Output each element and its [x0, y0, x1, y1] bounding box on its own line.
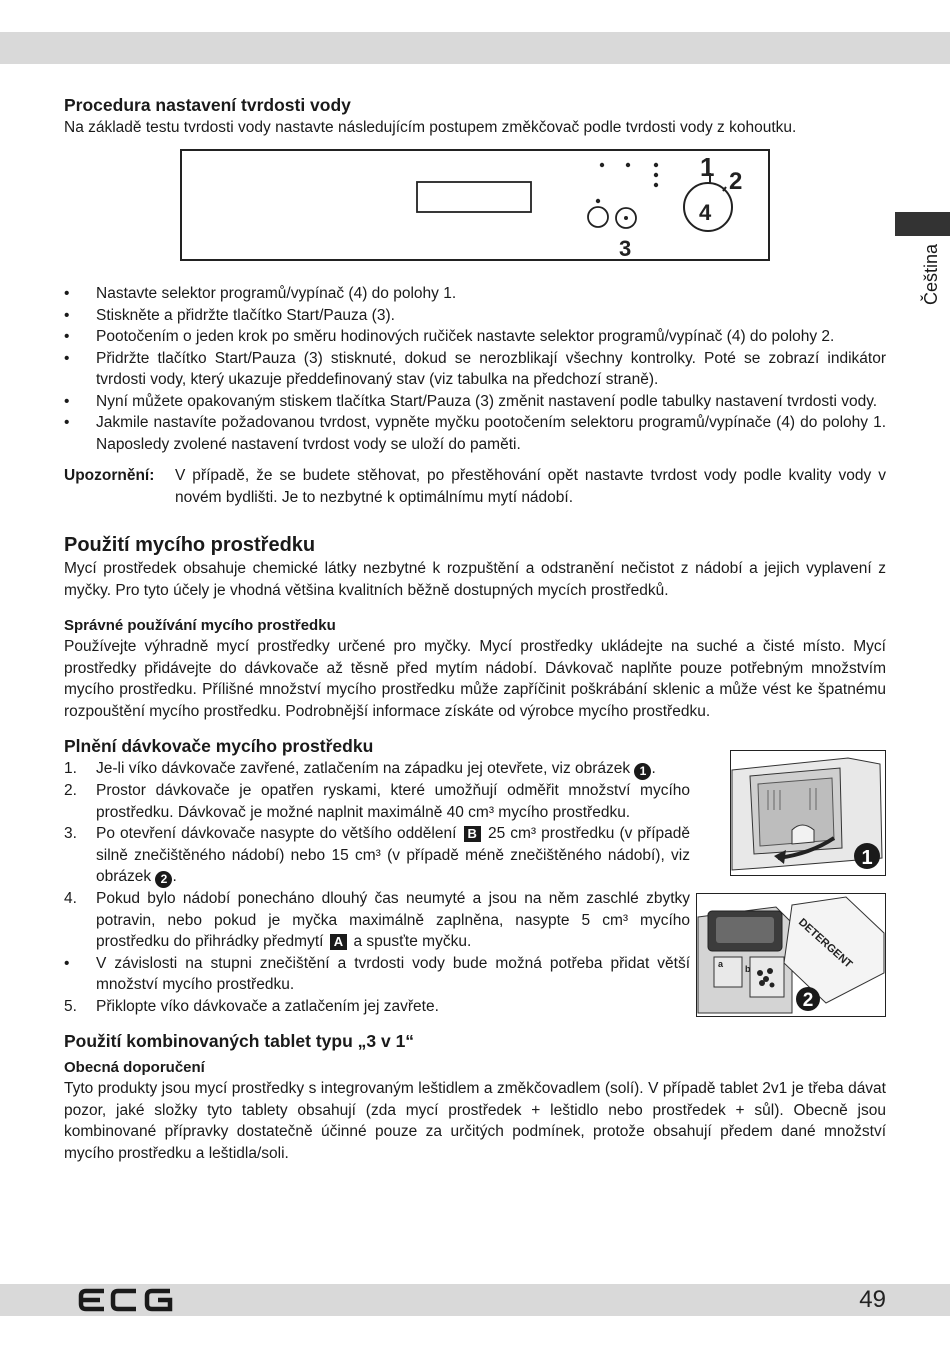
panel-led [654, 172, 658, 176]
detergent-intro: Mycí prostředek obsahuje chemické látky nezbytné k rozpuštění a odstranění nečistot z nádobí a jejich vyplavení z myčky. Pro tyto účely je vhodná většina kvalitních běžně dostupných mycích prostředků. [64, 560, 886, 599]
panel-label-3: 3 [619, 235, 632, 261]
section-title-3in1-tablets: Použití kombinovaných tablet typu „3 v 1“ [64, 1031, 415, 1051]
panel-frame [181, 150, 769, 260]
panel-led [626, 162, 630, 166]
step-number: 5. [64, 997, 77, 1015]
subsection-title-proper-use: Správné používání mycího prostředku [64, 617, 336, 634]
tablets-text: Tyto produkty jsou mycí prostředky s integrovaným leštidlem a změkčovadlem (solí). V případě tablet 2v1 je třeba dávat pozor, jaké složky tyto tablety obsahují (zda mycí prostředek + leštidlo nebo prostředek + sůl). Obecně jsou kombinované přípravky dostatečně účinné pouze za určitých podmínek, protože obsahují předem dané množství mycího prostředku a leštidla/soli. [64, 1080, 886, 1162]
control-panel-diagram [180, 149, 770, 261]
proper-use-text: Používejte výhradně mycí prostředky určené pro myčky. Mycí prostředky ukládejte na suché a čisté místo. Mycí prostředky přidávejte do dávkovače až těsně před mytím nádobí. Dávkovač naplňte pouze potřebným množstvím mycího prostředku. Přílišné množství mycího prostředku může zapříčinit poškrábání sklenic a může vést ke špatnému rozpouštění mycího prostředku. Podrobnější informace získáte od výrobce mycího prostředku. [64, 638, 886, 720]
ecg-logo [78, 1288, 174, 1312]
figure-1-label: 1 [861, 847, 873, 869]
panel-button [588, 207, 608, 227]
page-content [64, 93, 886, 1164]
water-hardness-steps [64, 283, 886, 455]
panel-led [654, 162, 658, 166]
detergent-pack-text: DETERGENT [795, 916, 855, 971]
step-number: 4. [64, 890, 77, 907]
note-text: V případě, že se budete stěhovat, po přestěhování opět nastavte tvrdost vody podle kvality vody v novém bydlišti. Je to nezbytné k optimálnímu mytí nádobí. [175, 467, 886, 506]
panel-label-1: 1 [700, 151, 715, 182]
svg-text:a: a [718, 959, 724, 969]
svg-text:b: b [745, 964, 751, 974]
step-text: Přiklopte víko dávkovače a zatlačením jej zavřete. [96, 997, 439, 1015]
panel-led [600, 162, 604, 166]
list-item [64, 996, 690, 1018]
step-number: 1. [64, 760, 77, 777]
warning-note [64, 465, 886, 508]
list-item: • Přidržte tlačítko Start/Pauza (3) stisknuté, dokud se nerozblikají všechny kontrolky. Poté se zobrazí indikátor tvrdosti vody, který ukazuje předdefinovaný stav (viz tabulka na předchozí straně). [64, 348, 886, 391]
step-text: Pokud bylo nádobí ponecháno dlouhý čas neumyté a jsou na něm zaschlé zbytky potravin, nebo pokud je myčka maximálně zaplněna, nasypte 5 cm³ mycího prostředku do přihrádky předmytí [96, 890, 690, 950]
dispenser-steps [64, 758, 690, 1017]
list-item: • Pootočením o jeden krok po směru hodinových ručiček nastavte selektor programů/vypínač (4) do polohy 2. [64, 326, 886, 348]
list-item: • Jakmile nastavíte požadovanou tvrdost, vypněte myčku pootočením selektoru programů/vypínače (4) do polohy 1. Naposledy zvolené nastavení tvrdost vody se uloží do paměti. [64, 412, 886, 455]
list-item: 3. Po otevření dávkovače nasypte do většího oddělení B 25 cm³ prostředku (v případě silně znečištěného nádobí) nebo 15 cm³ (v případě méně znečištěného nádobí), viz obrázek 2 . [64, 825, 690, 886]
list-item [64, 953, 690, 996]
section-title-dispenser-filling: Plnění dávkovače mycího prostředku [64, 736, 374, 756]
figure-ref-badge: 1 [634, 763, 651, 780]
language-tab-label [890, 244, 950, 314]
step-text: Prostor dávkovače je opatřen ryskami, které umožňují odměřit množství mycího prostředku. Dávkovač je možné naplnit maximálně 40 cm³ mycího prostředku. [96, 782, 690, 821]
language-tab-marker [895, 212, 950, 236]
panel-label-2: 2 [729, 167, 743, 195]
figure-ref-badge: 2 [155, 871, 172, 888]
list-item: • Nastavte selektor programů/vypínač (4) do polohy 1. [64, 283, 886, 305]
list-item [64, 780, 690, 823]
water-hardness-intro: Na základě testu tvrdosti vody nastavte následujícím postupem změkčovač podle tvrdosti vody z kohoutku. [64, 119, 797, 136]
step-bullet: • [64, 954, 70, 972]
step-text: Je-li víko dávkovače zavřené, zatlačením na západku jej otevřete, viz obrázek [96, 760, 631, 777]
panel-led [654, 182, 658, 186]
panel-display [417, 182, 531, 212]
figure-1-open-dispenser [730, 750, 886, 876]
step-number: 3. [64, 825, 77, 842]
language-label-text: Čeština [921, 244, 941, 306]
header-bar [0, 32, 950, 64]
note-label: Upozornění: [64, 467, 155, 484]
subsection-title-general: Obecná doporučení [64, 1059, 205, 1076]
figure-2-add-detergent [696, 893, 886, 1017]
step-number: 2. [64, 782, 77, 799]
section-title-detergent: Použití mycího prostředku [64, 534, 316, 556]
compartment-a-badge: A [330, 934, 347, 950]
list-item: • Nyní můžete opakovaným stiskem tlačítka Start/Pauza (3) změnit nastavení podle tabulky nastavení tvrdosti vody. [64, 391, 886, 413]
step-text: Po otevření dávkovače nasypte do většího oddělení [96, 825, 457, 842]
panel-label-4: 4 [699, 199, 712, 225]
list-item: • Stiskněte a přidržte tlačítko Start/Pauza (3). [64, 305, 886, 327]
panel-led [596, 198, 600, 202]
page-number: 49 [859, 1286, 886, 1313]
figure-2-label: 2 [802, 990, 814, 1011]
dispenser-filling-section [64, 734, 886, 1017]
section-title-water-hardness: Procedura nastavení tvrdosti vody [64, 95, 351, 115]
compartment-b-badge: B [464, 826, 481, 842]
list-item: 4. Pokud bylo nádobí ponecháno dlouhý čas neumyté a jsou na něm zaschlé zbytky potravin, nebo pokud je myčka maximálně zaplněna, nasypte 5 cm³ mycího prostředku do přihrádky předmytí A a spusťte myčku. [64, 890, 690, 950]
list-item: 1. Je-li víko dávkovače zavřené, zatlačením na západku jej otevřete, viz obrázek 1 . [64, 760, 656, 778]
step-text: V závislosti na stupni znečištění a tvrdosti vody bude možná potřeba přidat větší množství mycího prostředku. [96, 954, 690, 993]
